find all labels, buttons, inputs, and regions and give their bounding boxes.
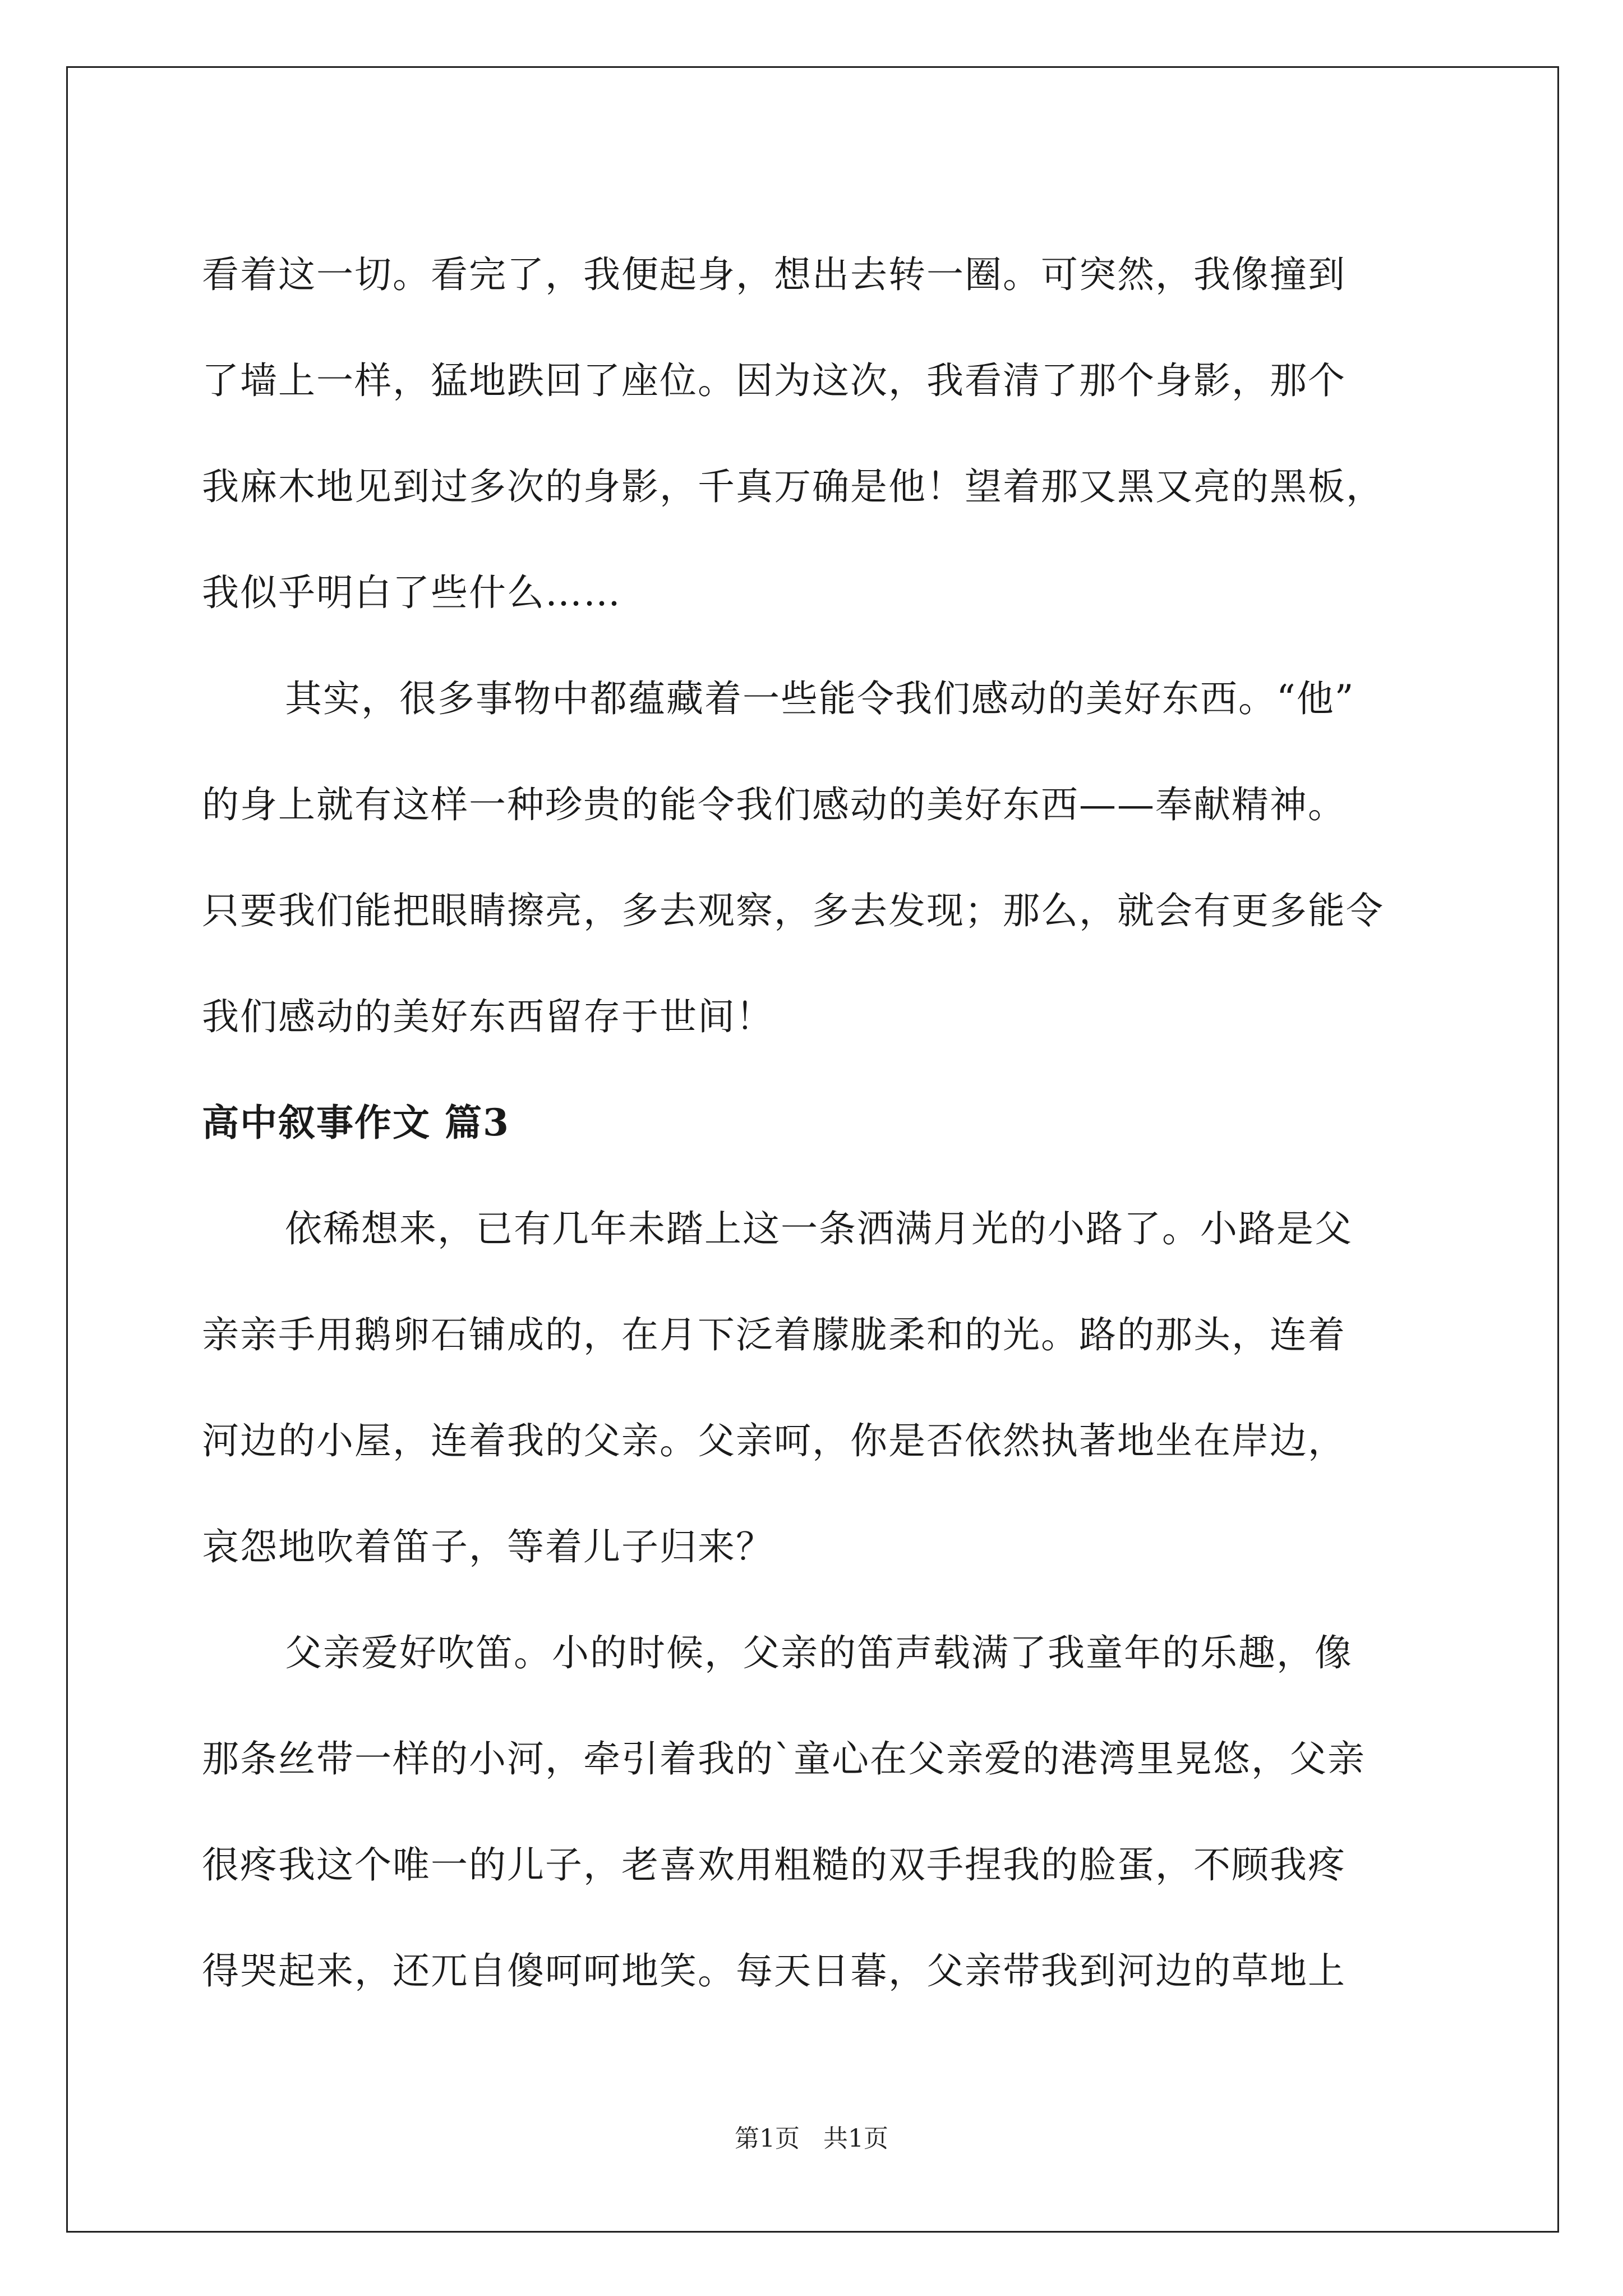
text-line: 我们感动的美好东西留存于世间！ [202,995,774,1038]
section-heading: 高中叙事作文 篇3 [202,1101,510,1144]
text-line: 看着这一切。看完了，我便起身，想出去转一圈。可突然，我像撞到 [202,253,1346,296]
page-total: 共1页 [823,2124,888,2153]
text-line: 得哭起来，还兀自傻呵呵地笑。每天日暮，父亲带我到河边的草地上 [202,1949,1346,1993]
text-line: 亲亲手用鹅卵石铺成的，在月下泛着朦胧柔和的光。路的那头，连着 [202,1313,1346,1356]
document-body [202,222,1436,2024]
text-line: 我麻木地见到过多次的身影，千真万确是他！望着那又黑又亮的黑板， [202,465,1384,508]
text-line: 只要我们能把眼睛擦亮，多去观察，多去发现；那么，就会有更多能令 [202,889,1384,932]
page-number: 第1页 [735,2124,800,2153]
paragraph-3 [202,1176,1436,1600]
text-line: 了墙上一样，猛地跌回了座位。因为这次，我看清了那个身影，那个 [202,359,1346,402]
paragraph-4 [202,1600,1436,2024]
paragraph-1 [202,222,1436,646]
text-line: 其实，很多事物中都蕴藏着一些能令我们感动的美好东西。“他” [285,677,1355,720]
text-line: 那条丝带一样的小河，牵引着我的`童心在父亲爱的港湾里晃悠，父亲 [202,1737,1366,1780]
text-line: 很疼我这个唯一的儿子，老喜欢用粗糙的双手捏我的脸蛋，不顾我疼 [202,1843,1346,1887]
text-line: 河边的小屋，连着我的父亲。父亲呵，你是否依然执著地坐在岸边， [202,1419,1346,1462]
text-line: 我似乎明白了些什么…… [202,571,621,614]
page-footer [0,2122,1623,2156]
text-line: 的身上就有这样一种珍贵的能令我们感动的美好东西——奉献精神。 [202,783,1346,826]
text-line: 哀怨地吹着笛子，等着儿子归来？ [202,1525,774,1568]
text-line: 依稀想来，已有几年未踏上这一条洒满月光的小路了。小路是父 [285,1207,1353,1250]
paragraph-2 [202,646,1436,1070]
text-line: 父亲爱好吹笛。小的时候，父亲的笛声载满了我童年的乐趣，像 [285,1631,1353,1674]
